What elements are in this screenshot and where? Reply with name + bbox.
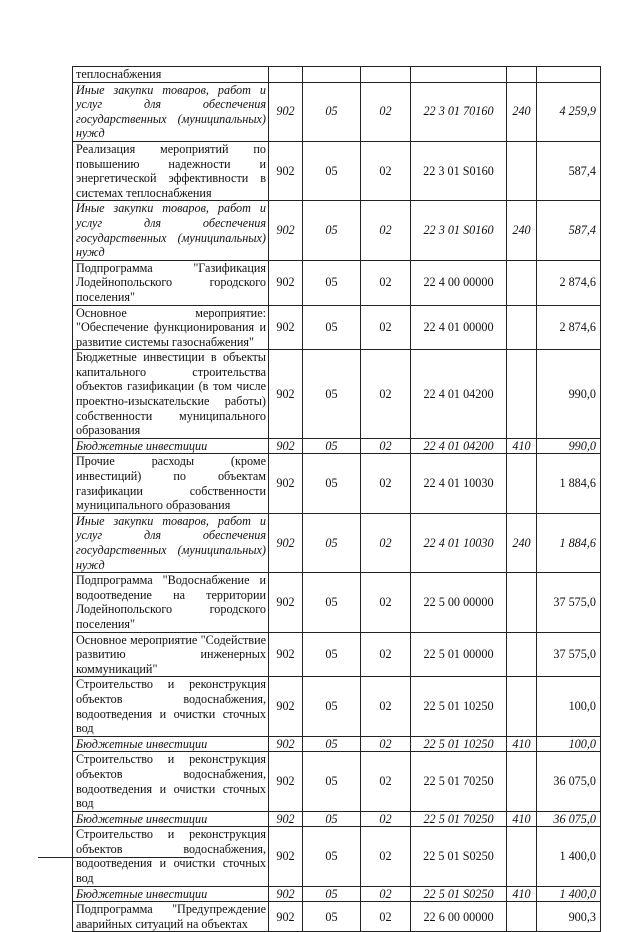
cell-description: Подпрограмма "Водоснабжение и водоотведение на территории Лодейнопольского городского поселения" [73, 573, 269, 632]
cell-subsection-code: 02 [361, 201, 411, 260]
cell-section-code: 05 [303, 305, 361, 350]
cell-subsection-code: 02 [361, 811, 411, 827]
cell-amount: 100,0 [537, 736, 601, 752]
cell-section-code: 05 [303, 82, 361, 141]
budget-table-body [73, 67, 601, 932]
cell-target-code: 22 6 00 00000 [411, 902, 507, 932]
cell-target-code [411, 67, 507, 83]
cell-expense-type-code [507, 67, 537, 83]
cell-subsection-code: 02 [361, 886, 411, 902]
cell-ministry-code: 902 [269, 513, 303, 572]
cell-amount: 2 874,6 [537, 305, 601, 350]
cell-target-code: 22 5 01 10250 [411, 677, 507, 736]
cell-target-code: 22 5 01 70250 [411, 752, 507, 811]
cell-section-code: 05 [303, 438, 361, 454]
cell-section-code: 05 [303, 677, 361, 736]
cell-amount: 37 575,0 [537, 573, 601, 632]
cell-target-code: 22 3 01 70160 [411, 82, 507, 141]
cell-target-code: 22 5 01 S0250 [411, 827, 507, 886]
cell-section-code: 05 [303, 201, 361, 260]
cell-section-code: 05 [303, 632, 361, 677]
cell-subsection-code: 02 [361, 82, 411, 141]
table-row [73, 811, 601, 827]
cell-description: Иные закупки товаров, работ и услуг для обеспечения государственных (муниципальных) нужд [73, 201, 269, 260]
cell-subsection-code: 02 [361, 305, 411, 350]
cell-amount: 1 400,0 [537, 886, 601, 902]
cell-amount: 990,0 [537, 350, 601, 439]
table-row [73, 438, 601, 454]
cell-expense-type-code [507, 827, 537, 886]
cell-amount: 900,3 [537, 902, 601, 932]
cell-description: Строительство и реконструкция объектов водоснабжения, водоотведения и очистки сточных вод [73, 677, 269, 736]
cell-description: Строительство и реконструкция объектов водоснабжения, водоотведения и очистки сточных вод [73, 827, 269, 886]
cell-target-code: 22 4 01 04200 [411, 438, 507, 454]
cell-description: Бюджетные инвестиции [73, 886, 269, 902]
cell-subsection-code: 02 [361, 513, 411, 572]
cell-expense-type-code: 240 [507, 201, 537, 260]
cell-ministry-code: 902 [269, 886, 303, 902]
cell-amount: 100,0 [537, 677, 601, 736]
cell-section-code: 05 [303, 454, 361, 513]
table-row [73, 350, 601, 439]
cell-description: Подпрограмма "Предупреждение аварийных ситуаций на объектах [73, 902, 269, 932]
cell-amount: 37 575,0 [537, 632, 601, 677]
budget-table [72, 66, 601, 932]
cell-description: Прочие расходы (кроме инвестиций) по объектам газификации собственности муниципального образования [73, 454, 269, 513]
cell-target-code: 22 5 01 10250 [411, 736, 507, 752]
cell-description: Бюджетные инвестиции [73, 736, 269, 752]
cell-ministry-code: 902 [269, 677, 303, 736]
cell-amount: 1 884,6 [537, 454, 601, 513]
table-row [73, 573, 601, 632]
cell-subsection-code: 02 [361, 438, 411, 454]
cell-description: Иные закупки товаров, работ и услуг для обеспечения государственных (муниципальных) нужд [73, 513, 269, 572]
footnote-rule [38, 857, 194, 858]
cell-ministry-code: 902 [269, 82, 303, 141]
cell-target-code: 22 4 01 10030 [411, 454, 507, 513]
table-row [73, 677, 601, 736]
cell-ministry-code [269, 67, 303, 83]
cell-ministry-code: 902 [269, 736, 303, 752]
cell-expense-type-code [507, 305, 537, 350]
cell-section-code: 05 [303, 141, 361, 200]
cell-amount: 4 259,9 [537, 82, 601, 141]
table-row [73, 82, 601, 141]
cell-section-code: 05 [303, 886, 361, 902]
table-row [73, 305, 601, 350]
cell-expense-type-code: 240 [507, 82, 537, 141]
cell-ministry-code: 902 [269, 811, 303, 827]
cell-description: Бюджетные инвестиции в объекты капитального строительства объектов газификации (в том числе проектно-изыскательские работы) собственности муниципального образования [73, 350, 269, 439]
cell-section-code: 05 [303, 827, 361, 886]
cell-expense-type-code [507, 260, 537, 305]
cell-target-code: 22 4 01 04200 [411, 350, 507, 439]
cell-description: Строительство и реконструкция объектов водоснабжения, водоотведения и очистки сточных вод [73, 752, 269, 811]
cell-ministry-code: 902 [269, 827, 303, 886]
cell-subsection-code: 02 [361, 752, 411, 811]
cell-ministry-code: 902 [269, 573, 303, 632]
cell-ministry-code: 902 [269, 632, 303, 677]
cell-subsection-code: 02 [361, 677, 411, 736]
cell-target-code: 22 4 01 10030 [411, 513, 507, 572]
cell-subsection-code: 02 [361, 827, 411, 886]
cell-amount: 36 075,0 [537, 811, 601, 827]
cell-ministry-code: 902 [269, 454, 303, 513]
table-row [73, 67, 601, 83]
cell-ministry-code: 902 [269, 752, 303, 811]
cell-section-code: 05 [303, 736, 361, 752]
cell-expense-type-code [507, 677, 537, 736]
cell-expense-type-code [507, 752, 537, 811]
cell-ministry-code: 902 [269, 305, 303, 350]
cell-ministry-code: 902 [269, 260, 303, 305]
cell-expense-type-code: 240 [507, 513, 537, 572]
cell-description: Иные закупки товаров, работ и услуг для обеспечения государственных (муниципальных) нужд [73, 82, 269, 141]
cell-section-code: 05 [303, 811, 361, 827]
cell-expense-type-code [507, 902, 537, 932]
cell-target-code: 22 3 01 S0160 [411, 201, 507, 260]
cell-description: Подпрограмма "Газификация Лодейнопольского городского поселения" [73, 260, 269, 305]
cell-subsection-code: 02 [361, 141, 411, 200]
cell-target-code: 22 5 00 00000 [411, 573, 507, 632]
table-row [73, 141, 601, 200]
cell-amount: 990,0 [537, 438, 601, 454]
cell-section-code [303, 67, 361, 83]
table-row [73, 513, 601, 572]
cell-description: Бюджетные инвестиции [73, 811, 269, 827]
cell-expense-type-code [507, 632, 537, 677]
cell-expense-type-code: 410 [507, 886, 537, 902]
cell-ministry-code: 902 [269, 201, 303, 260]
cell-subsection-code: 02 [361, 902, 411, 932]
cell-section-code: 05 [303, 513, 361, 572]
cell-amount: 36 075,0 [537, 752, 601, 811]
cell-target-code: 22 5 01 S0250 [411, 886, 507, 902]
cell-subsection-code: 02 [361, 454, 411, 513]
cell-section-code: 05 [303, 573, 361, 632]
table-row [73, 752, 601, 811]
cell-subsection-code: 02 [361, 350, 411, 439]
cell-ministry-code: 902 [269, 438, 303, 454]
cell-expense-type-code: 410 [507, 438, 537, 454]
cell-description: Реализация мероприятий по повышению надежности и энергетической эффективности в системах теплоснабжения [73, 141, 269, 200]
cell-expense-type-code: 410 [507, 811, 537, 827]
cell-section-code: 05 [303, 350, 361, 439]
cell-description: Бюджетные инвестиции [73, 438, 269, 454]
cell-target-code: 22 3 01 S0160 [411, 141, 507, 200]
cell-expense-type-code: 410 [507, 736, 537, 752]
table-row [73, 736, 601, 752]
cell-target-code: 22 5 01 70250 [411, 811, 507, 827]
cell-expense-type-code [507, 454, 537, 513]
table-row [73, 454, 601, 513]
cell-subsection-code: 02 [361, 260, 411, 305]
table-row [73, 902, 601, 932]
cell-amount: 587,4 [537, 201, 601, 260]
cell-ministry-code: 902 [269, 902, 303, 932]
cell-amount: 1 400,0 [537, 827, 601, 886]
cell-subsection-code [361, 67, 411, 83]
cell-subsection-code: 02 [361, 573, 411, 632]
cell-section-code: 05 [303, 260, 361, 305]
cell-amount: 2 874,6 [537, 260, 601, 305]
cell-section-code: 05 [303, 902, 361, 932]
table-row [73, 201, 601, 260]
cell-ministry-code: 902 [269, 350, 303, 439]
cell-amount: 587,4 [537, 141, 601, 200]
cell-expense-type-code [507, 350, 537, 439]
table-row [73, 886, 601, 902]
cell-description: Основное мероприятие: "Обеспечение функционирования и развитие системы газоснабжения" [73, 305, 269, 350]
cell-amount: 1 884,6 [537, 513, 601, 572]
cell-subsection-code: 02 [361, 736, 411, 752]
cell-ministry-code: 902 [269, 141, 303, 200]
cell-description: теплоснабжения [73, 67, 269, 83]
cell-section-code: 05 [303, 752, 361, 811]
cell-subsection-code: 02 [361, 632, 411, 677]
cell-target-code: 22 4 00 00000 [411, 260, 507, 305]
cell-expense-type-code [507, 573, 537, 632]
cell-expense-type-code [507, 141, 537, 200]
cell-description: Основное мероприятие "Содействие развитию инженерных коммуникаций" [73, 632, 269, 677]
table-row [73, 260, 601, 305]
cell-amount [537, 67, 601, 83]
cell-target-code: 22 5 01 00000 [411, 632, 507, 677]
table-row [73, 632, 601, 677]
cell-target-code: 22 4 01 00000 [411, 305, 507, 350]
